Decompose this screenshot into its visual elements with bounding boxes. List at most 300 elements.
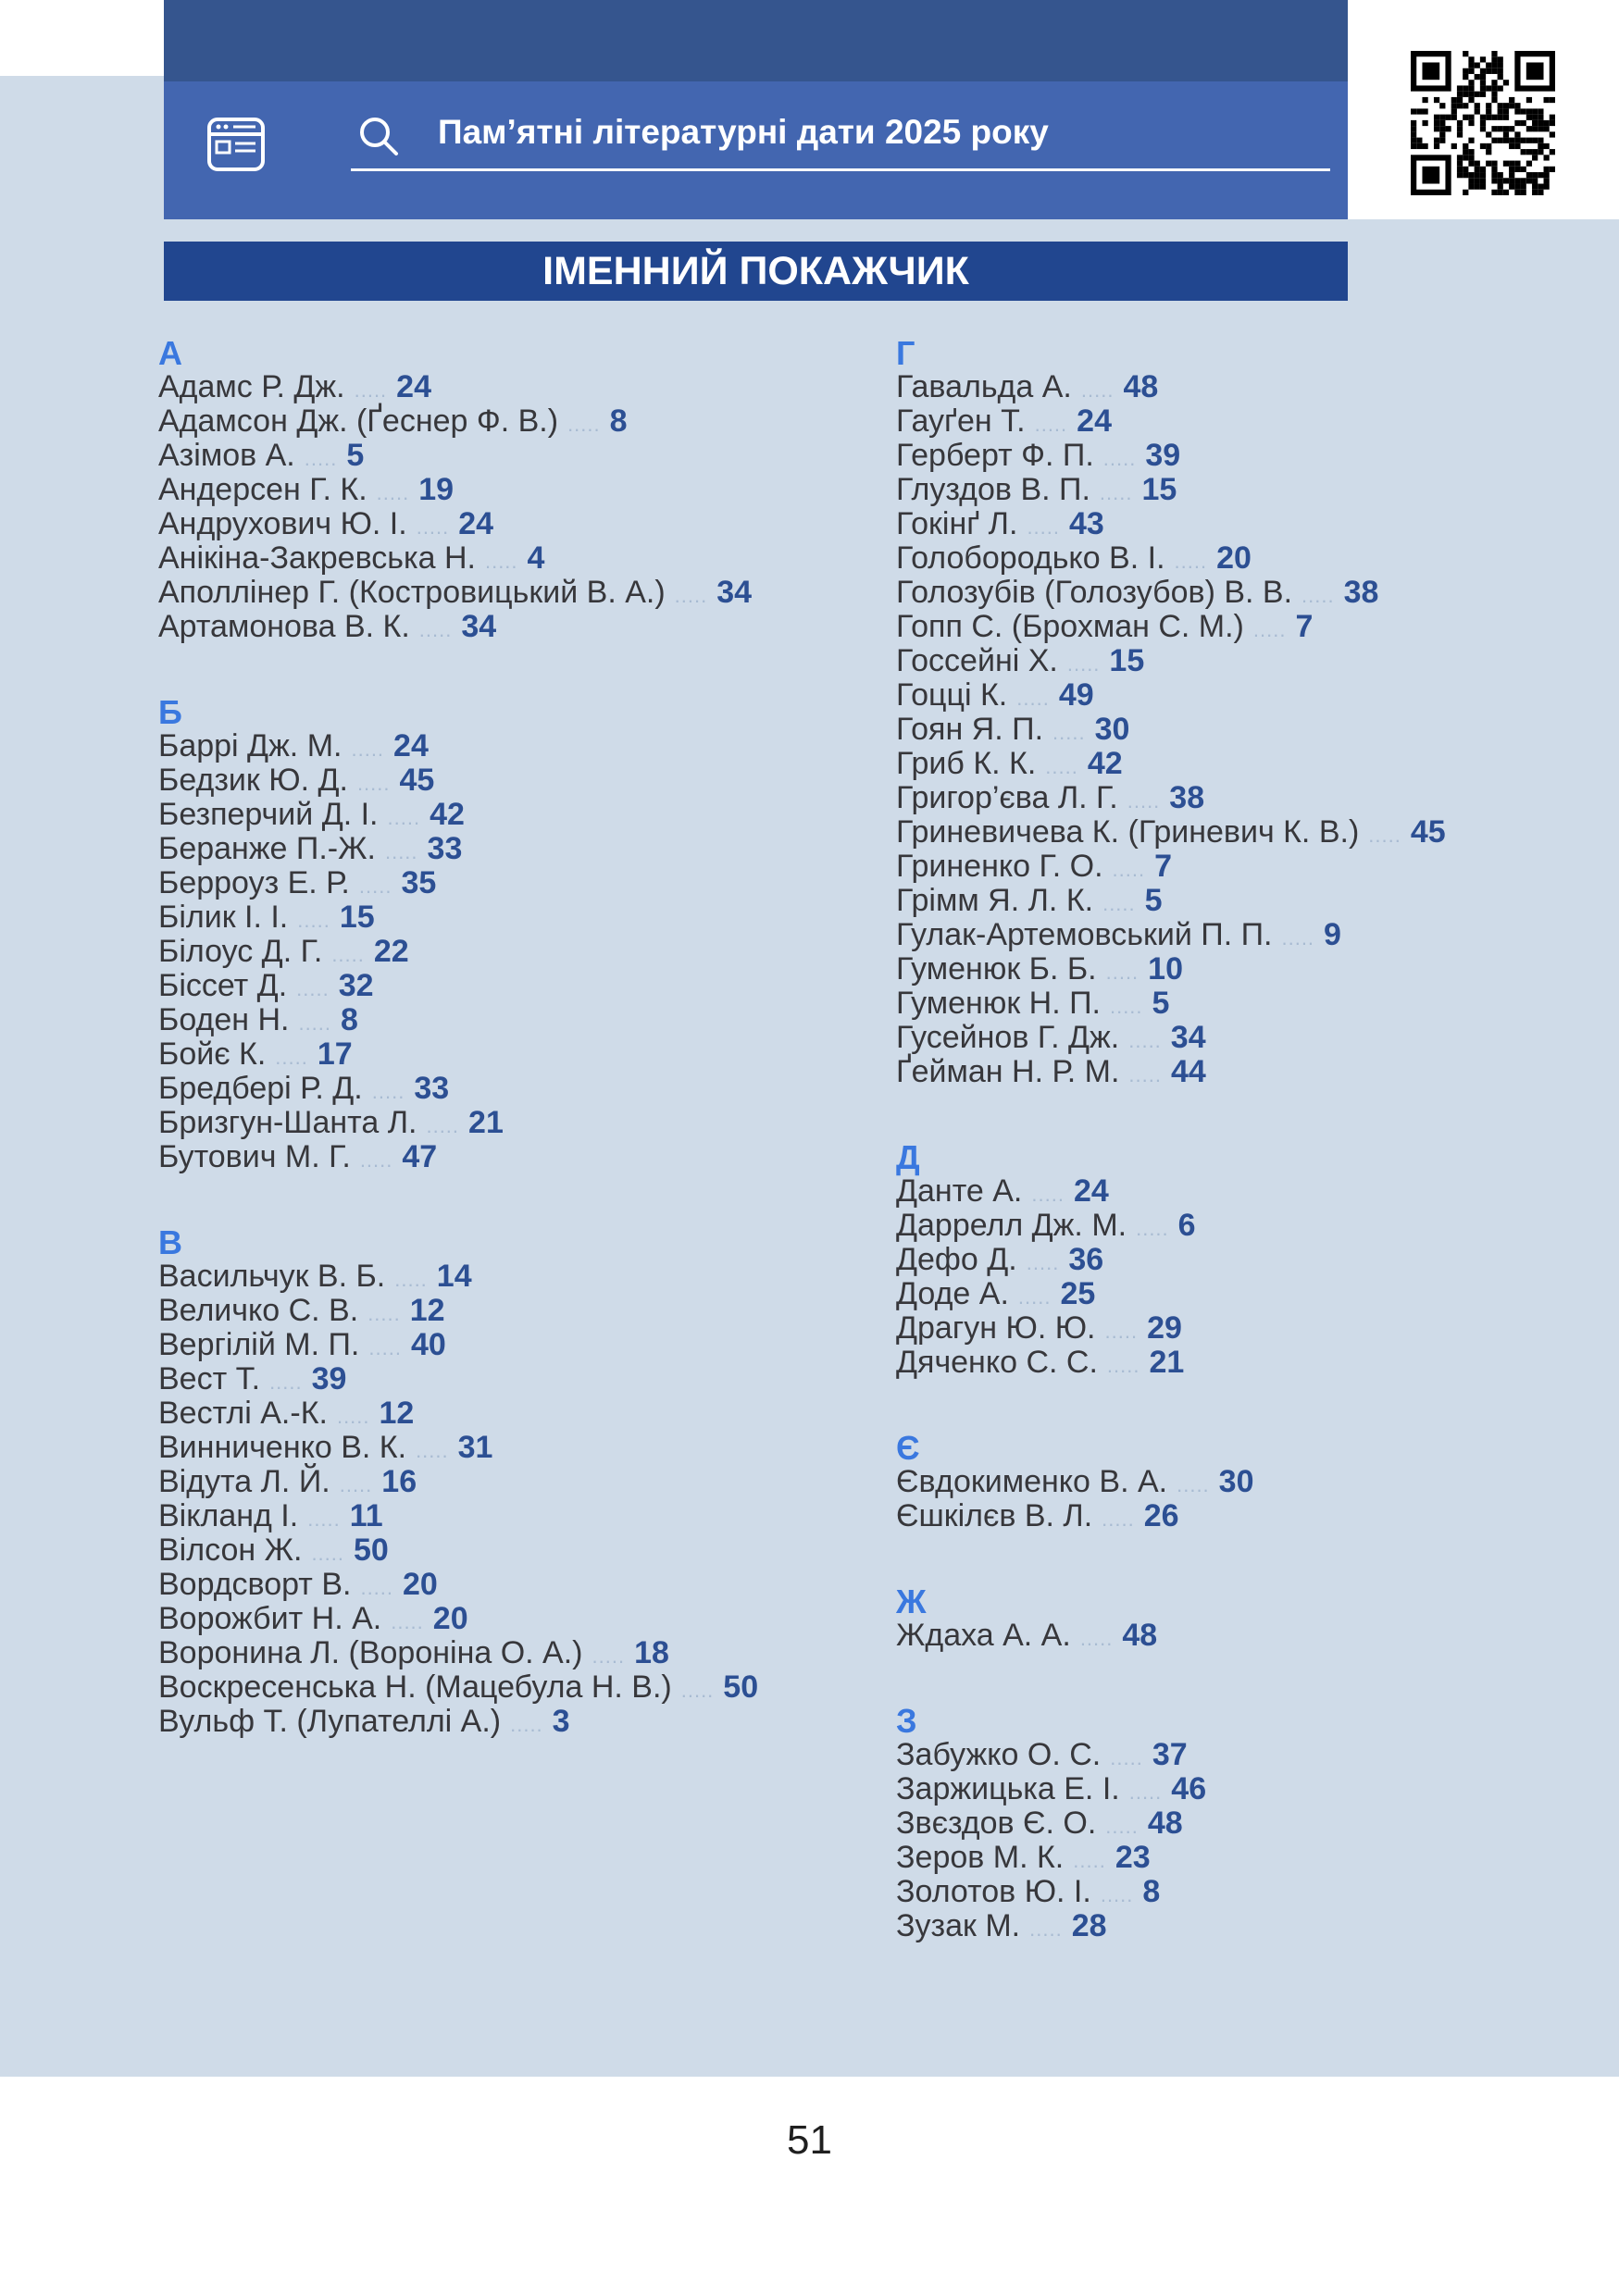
index-entry-page[interactable]: 28 xyxy=(1071,1908,1107,1943)
leader-dots: ..... xyxy=(1281,926,1315,949)
index-entry-name: Васильчук В. Б. xyxy=(158,1259,386,1294)
index-entry-page[interactable]: 30 xyxy=(1218,1464,1254,1499)
index-entry[interactable] xyxy=(158,1106,880,1140)
index-entry-page[interactable]: 17 xyxy=(317,1036,353,1072)
index-entry-page[interactable]: 12 xyxy=(409,1293,445,1328)
index-entry-name: Білик І. І. xyxy=(158,900,289,935)
index-entry[interactable] xyxy=(896,404,1618,439)
search-underline xyxy=(351,168,1330,171)
index-entry[interactable] xyxy=(158,935,880,969)
index-letter-heading: В xyxy=(158,1223,182,1261)
index-entry-page[interactable]: 26 xyxy=(1143,1498,1179,1533)
leader-dots: ..... xyxy=(376,481,410,504)
leader-dots: ..... xyxy=(304,447,338,470)
index-entry-page[interactable]: 8 xyxy=(1142,1874,1161,1909)
leader-dots: ..... xyxy=(387,806,421,829)
index-entry[interactable] xyxy=(896,1841,1618,1875)
index-letter-heading: Ж xyxy=(896,1582,927,1620)
index-entry-name: Даррелл Дж. М. xyxy=(896,1208,1127,1243)
index-entry[interactable] xyxy=(158,866,880,900)
index-entry-page[interactable]: 31 xyxy=(457,1430,493,1465)
index-entry-page[interactable]: 47 xyxy=(402,1139,438,1174)
index-entry-name: Драгун Ю. Ю. xyxy=(896,1310,1096,1346)
leader-dots: ..... xyxy=(1102,447,1137,470)
index-entry-name: Вордсворт В. xyxy=(158,1567,352,1602)
index-entry-page[interactable]: 42 xyxy=(1087,746,1123,781)
leader-dots: ..... xyxy=(1301,584,1335,607)
leader-dots: ..... xyxy=(359,1148,393,1172)
index-entry[interactable] xyxy=(158,729,880,763)
index-entry-page[interactable]: 45 xyxy=(399,763,435,798)
index-entry-page[interactable]: 15 xyxy=(339,900,375,935)
index-entry-name: Вілсон Ж. xyxy=(158,1533,303,1568)
index-entry-name: Гауґен Т. xyxy=(896,403,1026,439)
index-entry-name: Гавальда А. xyxy=(896,369,1072,404)
leader-dots: ..... xyxy=(1026,1251,1060,1274)
index-entry-page[interactable]: 20 xyxy=(432,1601,468,1636)
leader-dots: ..... xyxy=(311,1542,344,1565)
index-entry-page[interactable]: 23 xyxy=(1115,1840,1151,1875)
index-entry[interactable] xyxy=(896,1875,1618,1909)
index-entry[interactable] xyxy=(896,1021,1618,1055)
leader-dots: ..... xyxy=(1127,789,1161,813)
index-entry[interactable] xyxy=(158,439,880,473)
index-entry-page[interactable]: 7 xyxy=(1295,609,1314,644)
index-entry-page[interactable]: 16 xyxy=(381,1464,417,1499)
index-entry-page[interactable]: 32 xyxy=(338,968,374,1003)
header-top-band xyxy=(164,0,1348,81)
index-entry-page[interactable]: 48 xyxy=(1147,1806,1183,1841)
leader-dots: ..... xyxy=(1104,1320,1139,1343)
leader-dots: ..... xyxy=(358,875,392,898)
index-entry-page[interactable]: 42 xyxy=(430,797,465,832)
leader-dots: ..... xyxy=(1174,550,1208,573)
index-entry-page[interactable]: 38 xyxy=(1343,575,1379,610)
index-entry[interactable] xyxy=(896,507,1618,541)
index-entry-page[interactable]: 21 xyxy=(1149,1345,1185,1380)
leader-dots: ..... xyxy=(1252,618,1287,641)
leader-dots: ..... xyxy=(1099,481,1133,504)
index-entry-page[interactable]: 34 xyxy=(1170,1020,1206,1055)
leader-dots: ..... xyxy=(416,515,450,539)
index-letter-heading: А xyxy=(158,334,182,372)
index-entry-name: Дефо Д. xyxy=(896,1242,1017,1277)
index-entry[interactable] xyxy=(158,1072,880,1106)
index-entry[interactable] xyxy=(896,1311,1618,1346)
index-entry-page[interactable]: 12 xyxy=(379,1396,415,1431)
index-entry-name: Гусейнов Г. Дж. xyxy=(896,1020,1120,1055)
index-entry-name: Глуздов В. П. xyxy=(896,472,1090,507)
index-entry[interactable] xyxy=(158,473,880,507)
index-entry-name: Безперчий Д. І. xyxy=(158,797,379,832)
index-entry-name: Забужко О. С. xyxy=(896,1737,1102,1772)
index-entry[interactable] xyxy=(896,952,1618,987)
index-letter-heading: Є xyxy=(896,1429,920,1467)
index-entry-name: Аполлінер Г. (Костровицький В. А.) xyxy=(158,575,666,610)
index-entry[interactable] xyxy=(896,370,1618,404)
leader-dots: ..... xyxy=(394,1268,428,1291)
index-entry-name: Воскресенська Н. (Мацебула Н. В.) xyxy=(158,1669,672,1705)
index-entry[interactable] xyxy=(896,1346,1618,1380)
index-entry-name: Гриненко Г. О. xyxy=(896,849,1103,884)
index-entry[interactable] xyxy=(896,678,1618,713)
leader-dots: ..... xyxy=(1100,1883,1134,1906)
index-entry-page[interactable]: 46 xyxy=(1171,1771,1207,1806)
index-entry-page[interactable]: 10 xyxy=(1148,951,1183,987)
index-entry-name: Голобородько В. І. xyxy=(896,540,1165,576)
index-entry-page[interactable]: 5 xyxy=(1152,986,1170,1021)
leader-dots: ..... xyxy=(1112,858,1146,881)
index-entry-page[interactable]: 48 xyxy=(1123,369,1159,404)
index-entry[interactable] xyxy=(158,1499,880,1533)
index-column-left xyxy=(158,329,880,1739)
index-entry-page[interactable]: 29 xyxy=(1147,1310,1182,1346)
index-entry-name: Бойє К. xyxy=(158,1036,267,1072)
index-entry-page[interactable]: 33 xyxy=(414,1071,450,1106)
index-entry-page[interactable]: 21 xyxy=(468,1105,504,1140)
index-entry-page[interactable]: 14 xyxy=(436,1259,472,1294)
index-entry[interactable] xyxy=(158,507,880,541)
index-entry-name: Ворожбит Н. А. xyxy=(158,1601,382,1636)
index-entry-name: Беранже П.-Ж. xyxy=(158,831,376,866)
leader-dots: ..... xyxy=(680,1679,715,1702)
index-entry-name: Звєздов Є. О. xyxy=(896,1806,1097,1841)
leader-dots: ..... xyxy=(1105,1815,1139,1838)
index-entry[interactable] xyxy=(158,1533,880,1568)
index-entry[interactable] xyxy=(158,1431,880,1465)
leader-dots: ..... xyxy=(1109,995,1143,1018)
page-number: 51 xyxy=(787,2117,832,2163)
index-entry-page[interactable]: 50 xyxy=(354,1533,389,1568)
leader-dots: ..... xyxy=(567,413,601,436)
index-entry[interactable] xyxy=(896,1174,1618,1209)
section-gap xyxy=(896,1533,1618,1578)
index-entry[interactable] xyxy=(896,1055,1618,1089)
index-entry-page[interactable]: 4 xyxy=(527,540,545,576)
index-entry-name: Герберт Ф. П. xyxy=(896,438,1094,473)
index-entry[interactable] xyxy=(896,713,1618,747)
index-entry-page[interactable]: 9 xyxy=(1324,917,1341,952)
leader-dots: ..... xyxy=(1027,515,1060,539)
index-entry-page[interactable]: 49 xyxy=(1058,677,1094,713)
leader-dots: ..... xyxy=(1105,961,1140,984)
index-entry-page[interactable]: 39 xyxy=(311,1361,347,1396)
leader-dots: ..... xyxy=(484,550,518,573)
index-entry-page[interactable]: 45 xyxy=(1410,814,1446,850)
index-entry-page[interactable]: 37 xyxy=(1152,1737,1188,1772)
index-entry[interactable] xyxy=(158,969,880,1003)
index-letter-heading: Д xyxy=(896,1138,920,1176)
leader-dots: ..... xyxy=(296,977,330,1000)
index-entry-name: Берроуз Е. Р. xyxy=(158,865,350,900)
index-entry[interactable] xyxy=(158,900,880,935)
index-entry[interactable] xyxy=(158,1328,880,1362)
leader-dots: ..... xyxy=(1106,1354,1140,1377)
index-entry-page[interactable]: 5 xyxy=(346,438,365,473)
index-entry-page[interactable]: 50 xyxy=(723,1669,759,1705)
index-entry-name: Адамс Р. Дж. xyxy=(158,369,345,404)
section-gap xyxy=(896,1380,1618,1424)
search-icon[interactable] xyxy=(357,115,400,157)
index-entry[interactable] xyxy=(158,576,880,610)
leader-dots: ..... xyxy=(371,1080,405,1103)
index-entry-page[interactable]: 34 xyxy=(716,575,753,610)
index-entry[interactable] xyxy=(158,1602,880,1636)
index-entry-name: Вікланд І. xyxy=(158,1498,299,1533)
leader-dots: ..... xyxy=(426,1114,460,1137)
index-entry-name: Біссет Д. xyxy=(158,968,288,1003)
leader-dots: ..... xyxy=(297,909,330,932)
header-bar xyxy=(164,81,1348,219)
index-entry-name: Голозубів (Голозубов) В. В. xyxy=(896,575,1293,610)
index-entry-page[interactable]: 24 xyxy=(393,728,429,763)
index-entry-name: Григор’єва Л. Г. xyxy=(896,780,1118,815)
index-entry-name: Гуменюк Н. П. xyxy=(896,986,1101,1021)
index-entry-name: Грімм Я. Л. К. xyxy=(896,883,1094,918)
index-entry-page[interactable]: 33 xyxy=(427,831,463,866)
index-entry-name: Винниченко В. К. xyxy=(158,1430,407,1465)
leader-dots: ..... xyxy=(1016,687,1050,710)
index-entry-page[interactable]: 18 xyxy=(634,1635,669,1670)
leader-dots: ..... xyxy=(1368,824,1401,847)
index-entry[interactable] xyxy=(896,884,1618,918)
index-entry-page[interactable]: 34 xyxy=(461,609,497,644)
index-entry[interactable] xyxy=(896,1806,1618,1841)
index-entry-page[interactable]: 30 xyxy=(1094,712,1130,747)
index-entry[interactable] xyxy=(896,1277,1618,1311)
index-entry-name: Гриб К. К. xyxy=(896,746,1037,781)
index-entry[interactable] xyxy=(158,1003,880,1037)
index-entry[interactable] xyxy=(158,1037,880,1072)
index-entry[interactable] xyxy=(896,987,1618,1021)
leader-dots: ..... xyxy=(269,1371,303,1394)
index-entry[interactable] xyxy=(896,1619,1618,1653)
index-entry-page[interactable]: 40 xyxy=(410,1327,446,1362)
index-entry-name: Азімов А. xyxy=(158,438,295,473)
leader-dots: ..... xyxy=(384,840,418,863)
leader-dots: ..... xyxy=(1052,721,1086,744)
index-entry[interactable] xyxy=(896,850,1618,884)
leader-dots: ..... xyxy=(592,1644,626,1668)
leader-dots: ..... xyxy=(1073,1849,1106,1872)
index-entry-name: Бризгун-Шанта Л. xyxy=(158,1105,417,1140)
index-entry-name: Зузак М. xyxy=(896,1908,1021,1943)
index-entry[interactable] xyxy=(896,1772,1618,1806)
index-letter-heading: З xyxy=(896,1702,917,1740)
index-entry[interactable] xyxy=(158,763,880,798)
leader-dots: ..... xyxy=(368,1336,402,1359)
index-entry[interactable] xyxy=(158,610,880,644)
index-entry[interactable] xyxy=(158,1465,880,1499)
leader-dots: ..... xyxy=(356,772,391,795)
index-entry[interactable] xyxy=(896,473,1618,507)
index-entry-name: Вергілій М. П. xyxy=(158,1327,360,1362)
leader-dots: ..... xyxy=(1045,755,1078,778)
leader-dots: ..... xyxy=(1031,1183,1065,1206)
leader-dots: ..... xyxy=(510,1713,543,1736)
index-entry[interactable] xyxy=(896,541,1618,576)
section-gap xyxy=(158,644,880,689)
index-entry[interactable] xyxy=(158,1568,880,1602)
leader-dots: ..... xyxy=(1080,379,1115,402)
index-entry-name: Гуменюк Б. Б. xyxy=(896,951,1097,987)
leader-dots: ..... xyxy=(1136,1217,1169,1240)
index-entry-name: Гулак-Артемовський П. П. xyxy=(896,917,1273,952)
index-entry-page[interactable]: 19 xyxy=(418,472,455,507)
index-entry[interactable] xyxy=(158,1140,880,1174)
index-entry-name: Величко С. В. xyxy=(158,1293,359,1328)
index-entry-name: Євдокименко В. А. xyxy=(896,1464,1168,1499)
leader-dots: ..... xyxy=(1177,1473,1210,1496)
index-entry-name: Боден Н. xyxy=(158,1002,290,1037)
index-entry-page[interactable]: 15 xyxy=(1141,472,1177,507)
index-entry[interactable] xyxy=(158,798,880,832)
index-entry-page[interactable]: 38 xyxy=(1169,780,1205,815)
index-entry-name: Єшкілєв В. Л. xyxy=(896,1498,1093,1533)
leader-dots: ..... xyxy=(1079,1627,1114,1650)
index-entry-page[interactable]: 8 xyxy=(341,1002,358,1037)
index-entry-page[interactable]: 24 xyxy=(1077,403,1112,439)
index-entry[interactable] xyxy=(158,370,880,404)
index-entry[interactable] xyxy=(896,1209,1618,1243)
index-entry-name: Доде А. xyxy=(896,1276,1009,1311)
index-entry-name: Відута Л. Й. xyxy=(158,1464,330,1499)
index-entry[interactable] xyxy=(158,1260,880,1294)
index-entry[interactable] xyxy=(158,1294,880,1328)
index-letter-heading: Б xyxy=(158,693,182,731)
index-entry[interactable] xyxy=(896,1738,1618,1772)
index-entry[interactable] xyxy=(896,1243,1618,1277)
index-entry-name: Гоян Я. П. xyxy=(896,712,1044,747)
index-entry-page[interactable]: 22 xyxy=(373,934,409,969)
index-entry-page[interactable]: 11 xyxy=(349,1498,383,1533)
index-entry-page[interactable]: 3 xyxy=(552,1704,570,1739)
leader-dots: ..... xyxy=(674,584,708,607)
index-letter-heading: Г xyxy=(896,334,915,372)
leader-dots: ..... xyxy=(1128,1063,1162,1086)
index-entry-page[interactable]: 20 xyxy=(1216,540,1252,576)
index-entry-page[interactable]: 24 xyxy=(396,369,431,404)
index-entry[interactable] xyxy=(158,1396,880,1431)
index-entry-page[interactable]: 39 xyxy=(1145,438,1181,473)
leader-dots: ..... xyxy=(1102,1508,1135,1531)
index-entry-name: Білоус Д. Г. xyxy=(158,934,323,969)
index-entry-name: Андрухович Ю. І. xyxy=(158,506,407,541)
index-entry-name: Гоцці К. xyxy=(896,677,1008,713)
index-entry-name: Заржицька Е. І. xyxy=(896,1771,1120,1806)
browser-window-icon xyxy=(205,114,267,175)
leader-dots: ..... xyxy=(339,1473,373,1496)
leader-dots: ..... xyxy=(1029,1917,1063,1941)
section-gap xyxy=(158,1174,880,1219)
qr-code-area xyxy=(1348,0,1619,219)
index-entry-name: Артамонова В. К. xyxy=(158,609,410,644)
section-gap xyxy=(896,1653,1618,1697)
index-entry[interactable] xyxy=(896,815,1618,850)
leader-dots: ..... xyxy=(307,1508,341,1531)
index-entry[interactable] xyxy=(896,576,1618,610)
index-entry[interactable] xyxy=(896,1499,1618,1533)
index-entry[interactable] xyxy=(158,1636,880,1670)
index-entry[interactable] xyxy=(158,1705,880,1739)
leader-dots: ..... xyxy=(1034,413,1068,436)
index-entry[interactable] xyxy=(896,1909,1618,1943)
index-column-right xyxy=(896,329,1618,1943)
index-entry-name: Госсейні Х. xyxy=(896,643,1058,678)
index-entry-name: Ждаха А. А. xyxy=(896,1618,1071,1653)
index-entry[interactable] xyxy=(158,404,880,439)
index-entry[interactable] xyxy=(158,1670,880,1705)
leader-dots: ..... xyxy=(1102,892,1136,915)
index-entry-name: Гокінґ Л. xyxy=(896,506,1018,541)
qr-code xyxy=(1411,51,1555,195)
index-entry[interactable] xyxy=(158,541,880,576)
index-entry-name: Бутович М. Г. xyxy=(158,1139,351,1174)
index-entry-name: Андерсен Г. К. xyxy=(158,472,367,507)
leader-dots: ..... xyxy=(275,1046,308,1069)
search-query-text[interactable]: Пам’ятні літературні дати 2025 року xyxy=(438,113,1049,151)
index-entry-page[interactable]: 36 xyxy=(1068,1242,1104,1277)
index-entry-page[interactable]: 25 xyxy=(1060,1276,1096,1311)
index-entry-page[interactable]: 44 xyxy=(1170,1054,1206,1089)
index-entry-name: Зеров М. К. xyxy=(896,1840,1065,1875)
index-entry[interactable] xyxy=(158,1362,880,1396)
index-entry-name: Дяченко С. С. xyxy=(896,1345,1098,1380)
index-entry-name: Гопп С. (Брохман С. М.) xyxy=(896,609,1244,644)
index-entry-name: Ґейман Н. Р. М. xyxy=(896,1054,1120,1089)
leader-dots: ..... xyxy=(1017,1285,1052,1309)
index-entry-page[interactable]: 5 xyxy=(1144,883,1163,918)
index-entry-name: Адамсон Дж. (Ґеснер Ф. В.) xyxy=(158,403,559,439)
leader-dots: ..... xyxy=(331,943,365,966)
index-entry-page[interactable]: 35 xyxy=(401,865,437,900)
index-entry[interactable] xyxy=(896,781,1618,815)
index-entry[interactable] xyxy=(158,832,880,866)
index-entry[interactable] xyxy=(896,644,1618,678)
leader-dots: ..... xyxy=(351,738,385,761)
leader-dots: ..... xyxy=(360,1576,394,1599)
index-entry-name: Баррі Дж. М. xyxy=(158,728,342,763)
index-entry-page[interactable]: 24 xyxy=(1073,1173,1109,1209)
index-entry-page[interactable]: 24 xyxy=(458,506,494,541)
index-entry-page[interactable]: 6 xyxy=(1177,1208,1196,1243)
leader-dots: ..... xyxy=(416,1439,449,1462)
leader-dots: ..... xyxy=(1110,1746,1143,1769)
index-entry[interactable] xyxy=(896,747,1618,781)
index-entry[interactable] xyxy=(896,1465,1618,1499)
index-entry-page[interactable]: 43 xyxy=(1069,506,1104,541)
index-entry-page[interactable]: 7 xyxy=(1154,849,1173,884)
index-entry-name: Анікіна-Закревська Н. xyxy=(158,540,476,576)
index-entry-page[interactable]: 20 xyxy=(403,1567,438,1602)
index-entry-name: Гриневичева К. (Гриневич К. В.) xyxy=(896,814,1360,850)
index-entry-name: Бредбері Р. Д. xyxy=(158,1071,363,1106)
index-entry-name: Вульф Т. (Лупателлі А.) xyxy=(158,1704,502,1739)
index-entry[interactable] xyxy=(896,918,1618,952)
index-entry-page[interactable]: 48 xyxy=(1122,1618,1158,1653)
leader-dots: ..... xyxy=(367,1302,401,1325)
index-entry-page[interactable]: 8 xyxy=(609,403,628,439)
leader-dots: ..... xyxy=(336,1405,370,1428)
index-entry-name: Золотов Ю. І. xyxy=(896,1874,1091,1909)
index-entry[interactable] xyxy=(896,610,1618,644)
leader-dots: ..... xyxy=(391,1610,424,1633)
index-entry[interactable] xyxy=(896,439,1618,473)
leader-dots: ..... xyxy=(298,1011,332,1035)
section-gap xyxy=(896,1089,1618,1134)
index-entry-page[interactable]: 15 xyxy=(1109,643,1145,678)
leader-dots: ..... xyxy=(1066,652,1101,676)
